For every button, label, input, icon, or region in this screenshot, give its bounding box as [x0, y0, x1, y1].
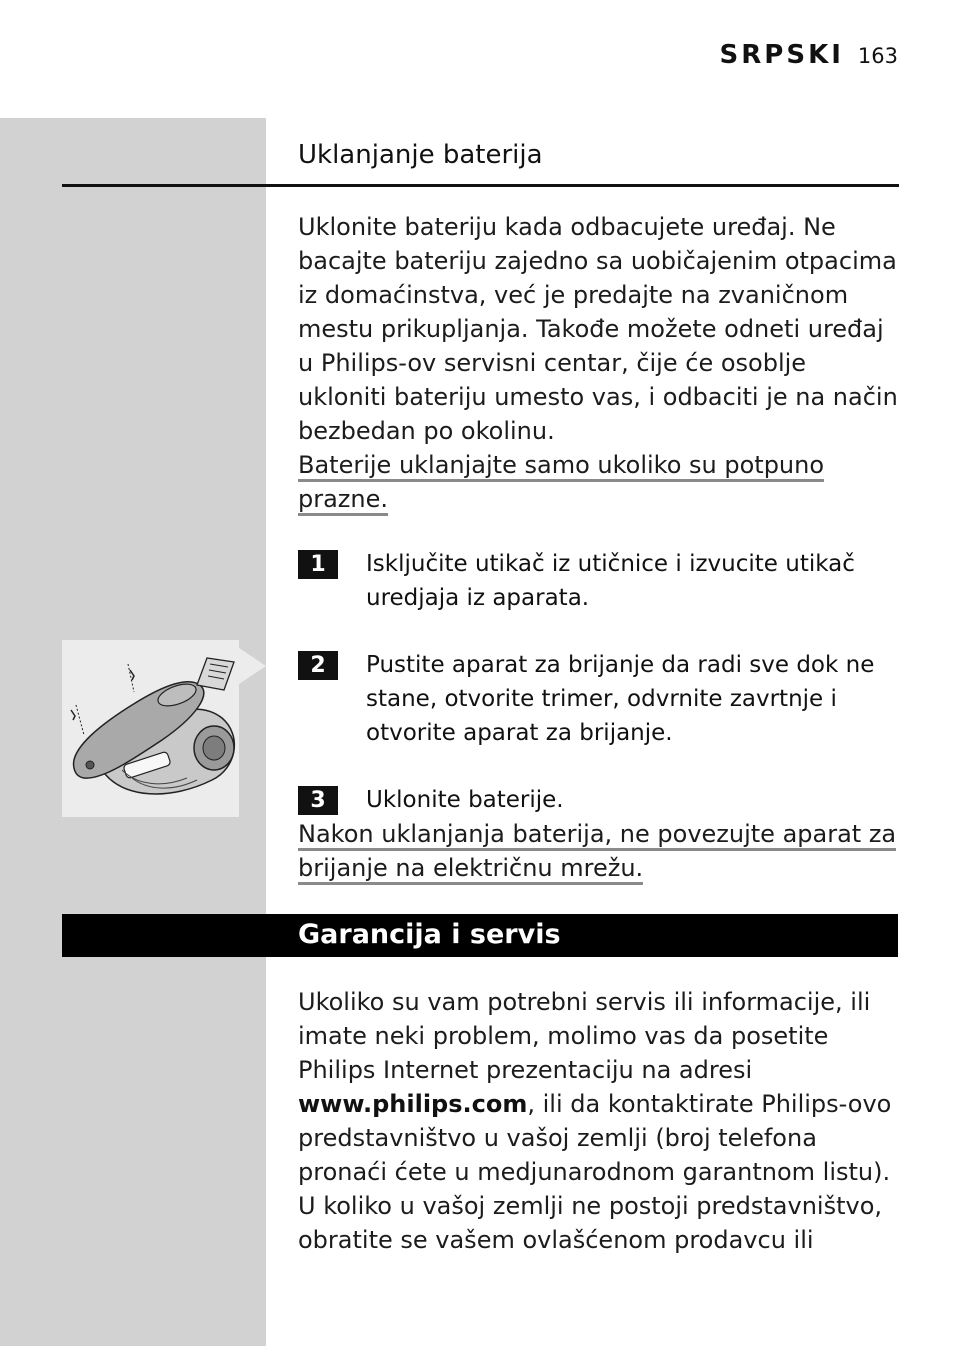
battery-warning-block	[298, 817, 898, 885]
guarantee-section-title: Garancija i servis	[298, 919, 561, 950]
step-number: 1	[298, 550, 338, 579]
section-divider	[62, 184, 899, 187]
guarantee-text	[298, 985, 898, 1257]
shaver-icon	[62, 640, 239, 817]
philips-website-link[interactable]: www.philips.com	[298, 1090, 528, 1118]
figure-pointer	[239, 648, 266, 684]
step-number: 3	[298, 786, 338, 815]
guarantee-text-end: , ili da kontaktirate Philips-ovo predstavništvo u vašoj zemlji (broj telefona pronaći ćete u medjunarodnom garantnom listu). U koliko u vašoj zemlji ne postoji predstavništvo, obratite se vašem ovlašćenom prodavcu ili	[298, 1090, 892, 1254]
step-text: Isključite utikač iz utičnice i izvucite utikač uredjaja iz aparata.	[366, 551, 855, 611]
battery-intro-block	[298, 210, 898, 516]
guarantee-section-bar	[62, 914, 898, 957]
battery-warning: Nakon uklanjanja baterija, ne povezujte aparat za brijanje na električnu mrežu.	[298, 820, 896, 885]
guarantee-text-start: Ukoliko su vam potrebni servis ili informacije, ili imate neki problem, molimo vas da posetite Philips Internet prezentaciju na adresi	[298, 988, 871, 1084]
language-label: SRPSKI	[719, 40, 844, 70]
battery-section-title: Uklanjanje baterija	[298, 140, 543, 170]
step-2	[298, 648, 898, 750]
step-text: Uklonite baterije.	[366, 787, 564, 813]
step-number: 2	[298, 651, 338, 680]
page-header	[720, 40, 898, 70]
step-text: Pustite aparat za brijanje da radi sve dok ne stane, otvorite trimer, odvrnite zavrtnje i otvorite aparat za brijanje.	[366, 652, 875, 746]
shaver-disassembly-illustration	[62, 640, 239, 817]
battery-note: Baterije uklanjajte samo ukoliko su potpuno prazne.	[298, 451, 824, 516]
step-1	[298, 547, 898, 615]
page-number: 163	[857, 44, 898, 68]
step-3	[298, 783, 898, 817]
battery-intro: Uklonite bateriju kada odbacujete uređaj. Ne bacajte bateriju zajedno sa uobičajenim otpacima iz domaćinstva, već je predajte na zvaničnom mestu prikupljanja. Takođe možete odneti uređaj u Philips-ov servisni centar, čije će osoblje ukloniti bateriju umesto vas, i odbaciti je na način bezbedan po okolinu.	[298, 213, 898, 445]
